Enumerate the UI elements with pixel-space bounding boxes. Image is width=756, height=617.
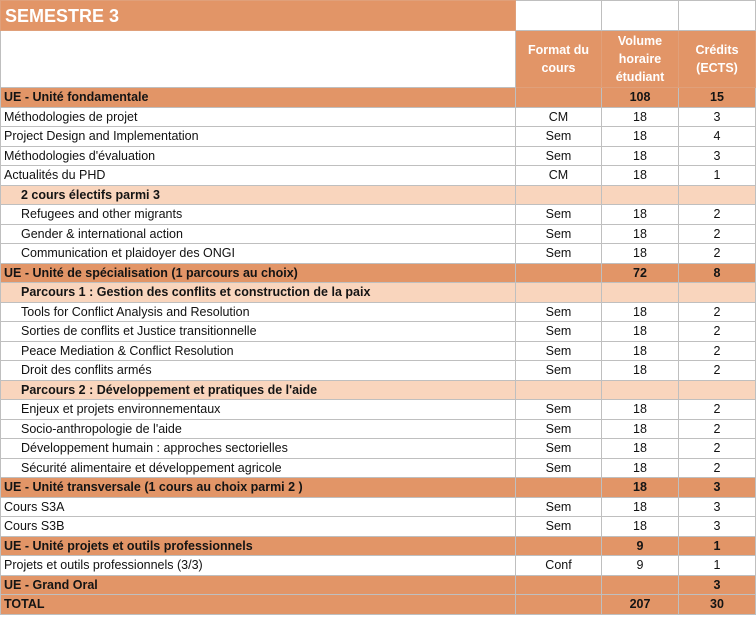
row-label: Peace Mediation & Conflict Resolution xyxy=(1,341,516,361)
row-label: Cours S3B xyxy=(1,517,516,537)
ue-row xyxy=(1,536,756,556)
row-credits: 3 xyxy=(679,107,756,127)
row-credits: 2 xyxy=(679,400,756,420)
row-format xyxy=(516,185,602,205)
row-format: Sem xyxy=(516,146,602,166)
row-credits: 2 xyxy=(679,439,756,459)
row-volume: 108 xyxy=(602,88,679,108)
row-credits: 1 xyxy=(679,556,756,576)
course-row xyxy=(1,302,756,322)
row-label: Parcours 2 : Développement et pratiques de l'aide xyxy=(1,380,516,400)
row-label: Project Design and Implementation xyxy=(1,127,516,147)
ue-row xyxy=(1,88,756,108)
elective-group-row xyxy=(1,380,756,400)
row-credits: 1 xyxy=(679,536,756,556)
course-row xyxy=(1,322,756,342)
row-format: CM xyxy=(516,166,602,186)
row-format xyxy=(516,575,602,595)
row-volume xyxy=(602,380,679,400)
row-credits: 15 xyxy=(679,88,756,108)
row-label: Sécurité alimentaire et développement agricole xyxy=(1,458,516,478)
row-credits: 2 xyxy=(679,322,756,342)
row-credits: 2 xyxy=(679,341,756,361)
row-label: UE - Unité fondamentale xyxy=(1,88,516,108)
row-label: Méthodologies d'évaluation xyxy=(1,146,516,166)
row-volume: 18 xyxy=(602,127,679,147)
header-credits: Crédits (ECTS) xyxy=(679,31,756,88)
row-credits: 8 xyxy=(679,263,756,283)
ue-row xyxy=(1,595,756,615)
row-credits: 4 xyxy=(679,127,756,147)
row-volume: 9 xyxy=(602,536,679,556)
elective-group-row xyxy=(1,185,756,205)
row-credits: 30 xyxy=(679,595,756,615)
ue-row xyxy=(1,575,756,595)
title-row xyxy=(1,1,756,31)
row-format: Sem xyxy=(516,224,602,244)
header-row xyxy=(1,31,756,88)
row-format: Sem xyxy=(516,302,602,322)
row-label: Socio-anthropologie de l'aide xyxy=(1,419,516,439)
row-credits: 3 xyxy=(679,478,756,498)
row-volume: 18 xyxy=(602,400,679,420)
row-label: Enjeux et projets environnementaux xyxy=(1,400,516,420)
row-format: Sem xyxy=(516,400,602,420)
row-label: UE - Unité projets et outils professionnels xyxy=(1,536,516,556)
course-row xyxy=(1,224,756,244)
row-format xyxy=(516,283,602,303)
row-label: Parcours 1 : Gestion des conflits et construction de la paix xyxy=(1,283,516,303)
row-credits: 3 xyxy=(679,517,756,537)
course-row xyxy=(1,146,756,166)
row-volume: 18 xyxy=(602,361,679,381)
row-credits: 1 xyxy=(679,166,756,186)
course-row xyxy=(1,361,756,381)
row-volume: 9 xyxy=(602,556,679,576)
row-volume: 18 xyxy=(602,322,679,342)
row-volume: 18 xyxy=(602,205,679,225)
row-volume xyxy=(602,575,679,595)
row-label: Gender & international action xyxy=(1,224,516,244)
row-label: Tools for Conflict Analysis and Resolution xyxy=(1,302,516,322)
row-credits xyxy=(679,185,756,205)
elective-group-row xyxy=(1,283,756,303)
row-label: Cours S3A xyxy=(1,497,516,517)
row-label: Droit des conflits armés xyxy=(1,361,516,381)
course-row xyxy=(1,556,756,576)
row-volume: 18 xyxy=(602,517,679,537)
row-credits xyxy=(679,380,756,400)
row-credits: 3 xyxy=(679,497,756,517)
row-volume: 18 xyxy=(602,107,679,127)
header-volume: Volume horaire étudiant xyxy=(602,31,679,88)
row-label: Refugees and other migrants xyxy=(1,205,516,225)
row-format: Sem xyxy=(516,517,602,537)
row-credits: 2 xyxy=(679,458,756,478)
row-format xyxy=(516,263,602,283)
row-format xyxy=(516,88,602,108)
row-volume: 18 xyxy=(602,341,679,361)
row-label: Projets et outils professionnels (3/3) xyxy=(1,556,516,576)
row-volume: 207 xyxy=(602,595,679,615)
row-label: Communication et plaidoyer des ONGI xyxy=(1,244,516,264)
row-label: Méthodologies de projet xyxy=(1,107,516,127)
row-volume: 18 xyxy=(602,419,679,439)
row-format: Sem xyxy=(516,439,602,459)
row-format xyxy=(516,478,602,498)
row-credits: 2 xyxy=(679,205,756,225)
row-volume: 18 xyxy=(602,458,679,478)
row-volume xyxy=(602,283,679,303)
course-row xyxy=(1,419,756,439)
row-credits xyxy=(679,283,756,303)
row-format: Sem xyxy=(516,205,602,225)
row-label: UE - Unité de spécialisation (1 parcours au choix) xyxy=(1,263,516,283)
row-volume: 18 xyxy=(602,478,679,498)
row-format: Sem xyxy=(516,419,602,439)
row-credits: 2 xyxy=(679,419,756,439)
row-format: Conf xyxy=(516,556,602,576)
row-credits: 2 xyxy=(679,244,756,264)
row-credits: 2 xyxy=(679,361,756,381)
row-format: Sem xyxy=(516,127,602,147)
row-label: Développement humain : approches sectorielles xyxy=(1,439,516,459)
ue-row xyxy=(1,478,756,498)
title-empty-cell xyxy=(516,1,602,31)
course-row xyxy=(1,244,756,264)
row-credits: 3 xyxy=(679,146,756,166)
row-format: Sem xyxy=(516,361,602,381)
row-volume: 18 xyxy=(602,302,679,322)
row-volume: 18 xyxy=(602,166,679,186)
row-volume: 18 xyxy=(602,146,679,166)
course-row xyxy=(1,439,756,459)
course-row xyxy=(1,127,756,147)
course-row xyxy=(1,400,756,420)
row-format xyxy=(516,595,602,615)
row-credits: 2 xyxy=(679,302,756,322)
row-label: Sorties de conflits et Justice transitionnelle xyxy=(1,322,516,342)
row-volume: 18 xyxy=(602,497,679,517)
row-credits: 3 xyxy=(679,575,756,595)
row-format: Sem xyxy=(516,458,602,478)
course-row xyxy=(1,166,756,186)
row-format xyxy=(516,380,602,400)
header-format: Format du cours xyxy=(516,31,602,88)
row-label: UE - Unité transversale (1 cours au choix parmi 2 ) xyxy=(1,478,516,498)
row-format: CM xyxy=(516,107,602,127)
row-credits: 2 xyxy=(679,224,756,244)
ue-row xyxy=(1,263,756,283)
course-row xyxy=(1,205,756,225)
row-format: Sem xyxy=(516,244,602,264)
row-volume: 18 xyxy=(602,439,679,459)
row-label: 2 cours électifs parmi 3 xyxy=(1,185,516,205)
semester-title: SEMESTRE 3 xyxy=(1,1,516,31)
row-volume: 72 xyxy=(602,263,679,283)
row-volume xyxy=(602,185,679,205)
row-format: Sem xyxy=(516,322,602,342)
row-volume: 18 xyxy=(602,244,679,264)
row-format xyxy=(516,536,602,556)
title-empty-cell xyxy=(602,1,679,31)
course-row xyxy=(1,517,756,537)
row-label: TOTAL xyxy=(1,595,516,615)
row-label: UE - Grand Oral xyxy=(1,575,516,595)
row-format: Sem xyxy=(516,497,602,517)
header-empty-cell xyxy=(1,31,516,88)
row-label: Actualités du PHD xyxy=(1,166,516,186)
course-row xyxy=(1,341,756,361)
course-row xyxy=(1,458,756,478)
course-row xyxy=(1,107,756,127)
title-empty-cell xyxy=(679,1,756,31)
course-row xyxy=(1,497,756,517)
row-format: Sem xyxy=(516,341,602,361)
row-volume: 18 xyxy=(602,224,679,244)
